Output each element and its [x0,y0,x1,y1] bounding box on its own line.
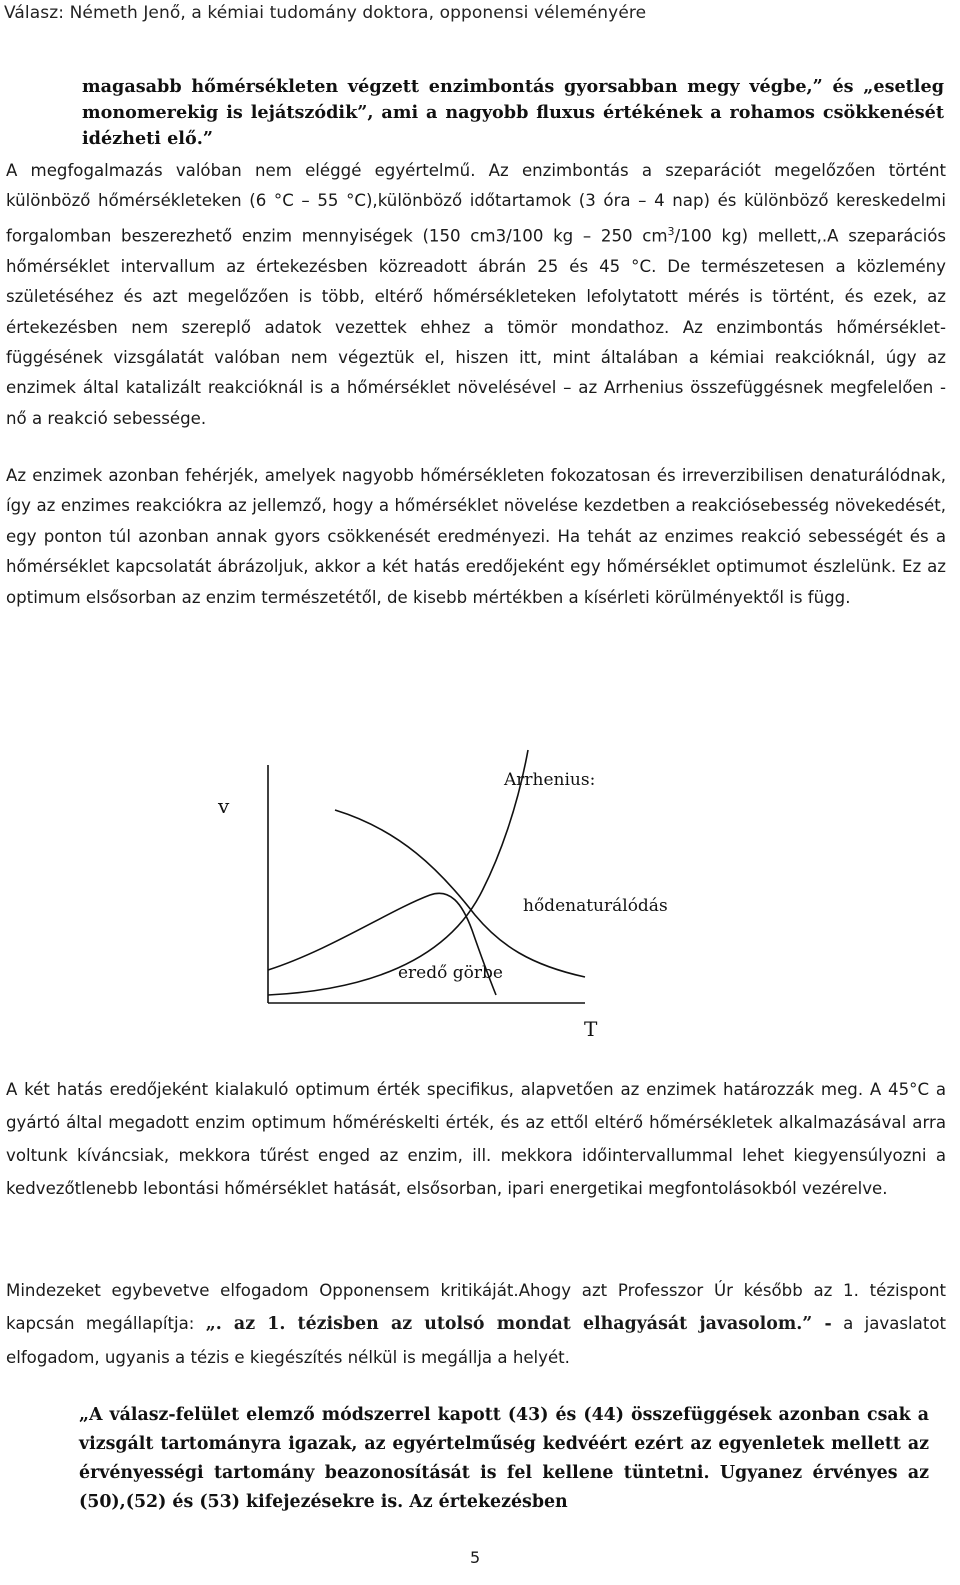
paragraph-4-text-a: Mindezeket egybevetve elfogadom Opponensem kritikáját.Ahogy azt Professzor Úr később az 1. tézispont kapcsán megállapítja: [6,1281,946,1333]
paragraph-4-bold-quote: „. az 1. tézisben az utolsó mondat elhagyását javasolom.” - [205,1314,832,1334]
y-axis-label: v [218,794,230,818]
arrhenius-label: Arrhenius: [504,770,596,790]
denaturation-label: hődenaturálódás [523,896,668,916]
page-number: 5 [470,1548,481,1567]
page-header: Válasz: Németh Jenő, a kémiai tudomány doktora, opponensi véleményére [4,3,647,23]
paragraph-4 [6,1274,946,1374]
paragraph-1-text-b: /100 kg) mellett,.A szeparációs hőmérséklet intervallum az értekezésben közreadott ábrán 25 és 45 °C. De természetesen a közlemény születéséhez és azt megelőzően is több, eltérő hőmérsékleteken lefolytatott mérés is történt, és ezek, az értekezésben nem szereplő adatok vezettek ehhez a tömör mondathoz. Az enzimbontás hőmérséklet-függésének vizsgálatát valóban nem végeztük el, hiszen itt, mint általában a kémiai reakcióknál, úgy az enzimek által katalizált reakcióknál is a hőmérséklet növelésével – az Arrhenius összefüggésnek megfelelően - nő a reakció sebessége. [6,226,946,428]
x-axis-label: T [584,1017,598,1041]
temperature-rate-figure [200,745,668,1045]
paragraph-2: Az enzimek azonban fehérjék, amelyek nagyobb hőmérsékleten fokozatosan és irreverzibilisen denaturálódnak, így az enzimes reakciókra az jellemző, hogy a hőmérséklet növelése kezdetben a reakciósebesség növekedését, egy ponton túl azonban annak gyors csökkenését eredményezi. Ha tehát az enzimes reakció sebességét és a hőmérséklet kapcsolatát ábrázoljuk, akkor a két hatás eredőjeként egy hőmérséklet optimumot észlelünk. Ez az optimum elsősorban az enzim természetétől, de kisebb mértékben a kísérleti körülményektől is függ. [6,466,946,607]
resultant-label: eredő görbe [398,963,503,983]
paragraph-4-text-b: a javaslatot elfogadom, ugyanis a tézis e kiegészítés nélkül is megállja a helyét. [6,1314,946,1367]
arrhenius-curve [268,750,528,995]
quoted-critique-bottom: „A válasz-felület elemző módszerrel kapott (43) és (44) összefüggések azonban csak a vizsgált tartományra igazak, az egyértelműség kedvéért ezért az egyenletek mellett az érvényességi tartomány beazonosítását is fel kellene tüntetni. Ugyanez érvényes az (50),(52) és (53) kifejezésekre is. Az értekezésben [79,1405,929,1512]
paragraph-1 [6,156,946,434]
quoted-critique-top: magasabb hőmérsékleten végzett enzimbontás gyorsabban megy végbe,” és „esetleg monomerekig is lejátszódik”, ami a nagyobb fluxus értékének a rohamos csökkenését idézheti elő.” [82,76,944,149]
paragraph-1-text-a: A megfogalmazás valóban nem eléggé egyértelmű. Az enzimbontás a szeparációt megelőzően történt különböző hőmérsékleteken (6 °C – 55 °C),különböző időtartamok (3 óra – 4 nap) és különböző kereskedelmi forgalomban beszerezhető enzim mennyiségek (150 cm3/100 kg – 250 cm [6,161,946,246]
paragraph-3: A két hatás eredőjeként kialakuló optimum érték specifikus, alapvetően az enzimek határozzák meg. A 45°C a gyártó által megadott enzim optimum hőméréskelti érték, és az ettől eltérő hőmérsékletek alkalmazásával arra voltunk kíváncsiak, mekkora tűrést enged az enzim, ill. mekkora időintervallummal lehet kiegyensúlyozni a kedvezőtlenebb lebontási hőmérséklet hatását, elsősorban, ipari energetikai megfontolásokból vezérelve. [6,1080,946,1198]
superscript-3: 3 [667,224,675,238]
denaturation-curve [335,810,585,977]
